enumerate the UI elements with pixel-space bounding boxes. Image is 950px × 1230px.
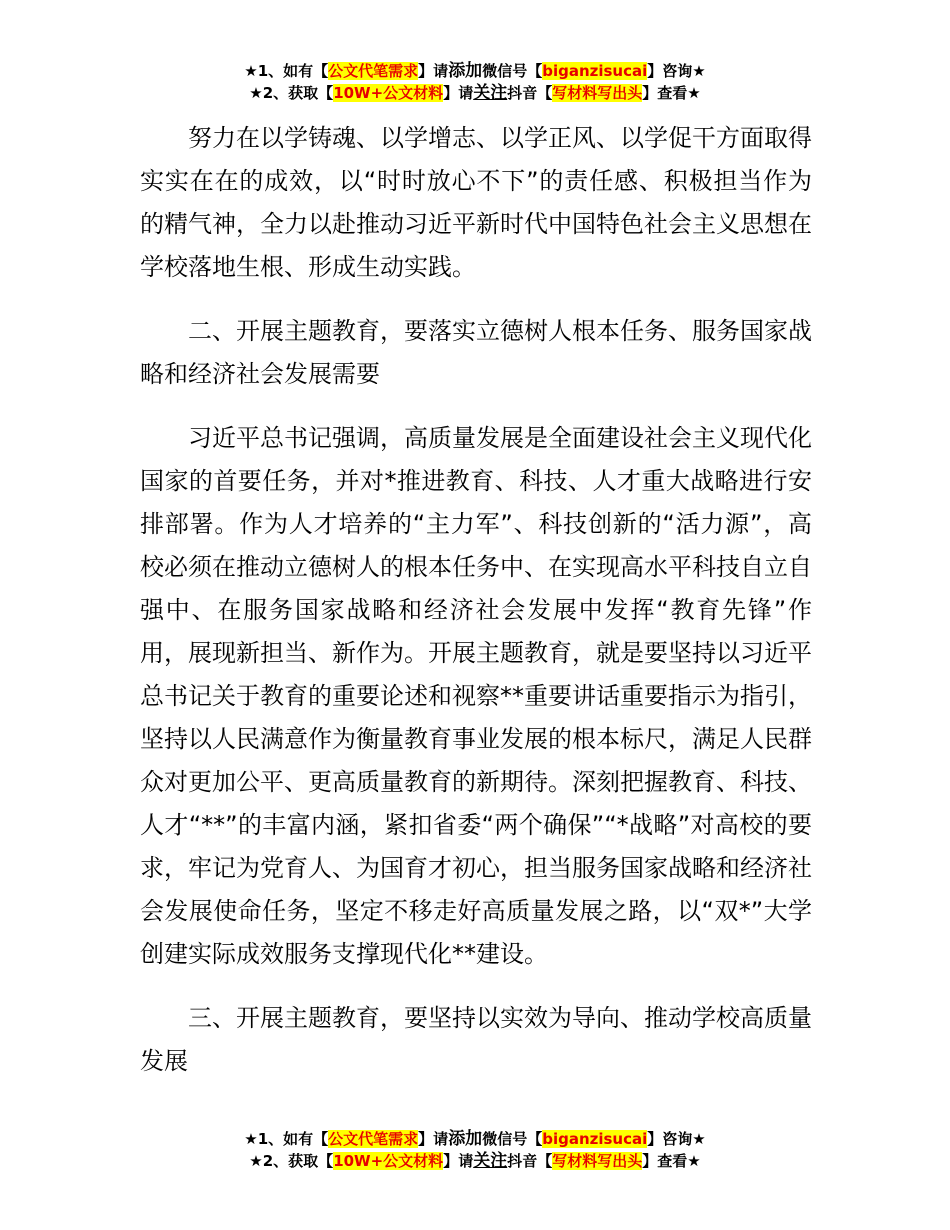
bottom-ad-line-1 [0, 1128, 950, 1150]
ad-text: 】查看★ [642, 84, 701, 102]
ad-emphasis: 添加 [448, 61, 483, 81]
ad-text: 微信号【 [482, 1130, 543, 1148]
ad-text: 抖音【 [507, 84, 553, 102]
ad-text: ★1、如有【 [244, 62, 329, 80]
ad-emphasis: 关注 [473, 1151, 508, 1171]
ad-emphasis: 添加 [448, 1129, 483, 1149]
ad-highlight: 10W+公文材料 [333, 1152, 444, 1170]
section-heading-3: 三、开展主题教育，要坚持以实效为导向、推动学校高质量发展 [140, 1004, 812, 1075]
document-body [140, 117, 812, 1083]
ad-highlight: 公文代笔需求 [328, 1130, 419, 1148]
ad-text: 】咨询★ [647, 1130, 706, 1148]
ad-emphasis: 关注 [473, 83, 508, 103]
section-heading-2: 二、开展主题教育，要落实立德树人根本任务、服务国家战略和经济社会发展需要 [140, 317, 812, 388]
ad-text: 】请 [418, 62, 449, 80]
bottom-ad-line-2 [0, 1150, 950, 1172]
ad-text: 】请 [443, 1152, 474, 1170]
body-paragraph: 习近平总书记强调，高质量发展是全面建设社会主义现代化国家的首要任务，并对*推进教育、科技、人才重大战略进行安排部署。作为人才培养的“主力军”、科技创新的“活力源”，高校必须在推动立德树人的根本任务中、在实现高水平科技自立自强中、在服务国家战略和经济社会发展中发挥“教育先锋”作用，展现新担当、新作为。开展主题教育，就是要坚持以习近平总书记关于教育的重要论述和视察**重要讲话重要指示为指引，坚持以人民满意作为衡量教育事业发展的根本标尺，满足人民群众对更加公平、更高质量教育的新期待。深刻把握教育、科技、人才“**”的丰富内涵，紧扣省委“两个确保”“*战略”对高校的要求，牢记为党育人、为国育才初心，担当服务国家战略和经济社会发展使命任务，坚定不移走好高质量发展之路，以“双*”大学创建实际成效服务支撑现代化**建设。 [140, 424, 812, 968]
ad-highlight: 公文代笔需求 [328, 62, 419, 80]
ad-text: ★1、如有【 [244, 1130, 329, 1148]
ad-highlight-wechat-id: biganzisucai [542, 62, 648, 80]
ad-highlight-douyin-id: 写材料写出头 [552, 1152, 643, 1170]
ad-highlight-wechat-id: biganzisucai [542, 1130, 648, 1148]
top-ad-line-2 [0, 82, 950, 104]
ad-text: 】请 [418, 1130, 449, 1148]
ad-text: ★2、获取【 [249, 1152, 334, 1170]
ad-text: ★2、获取【 [249, 84, 334, 102]
ad-text: 】请 [443, 84, 474, 102]
ad-text: 抖音【 [507, 1152, 553, 1170]
top-ad-line-1 [0, 60, 950, 82]
body-paragraph: 努力在以学铸魂、以学增志、以学正风、以学促干方面取得实实在在的成效，以“时时放心不下”的责任感、积极担当作为的精气神，全力以赴推动习近平新时代中国特色社会主义思想在学校落地生根、形成生动实践。 [140, 124, 812, 281]
ad-text: 微信号【 [482, 62, 543, 80]
ad-text: 】咨询★ [647, 62, 706, 80]
ad-text: 】查看★ [642, 1152, 701, 1170]
ad-highlight-douyin-id: 写材料写出头 [552, 84, 643, 102]
bottom-ad-banner [0, 1128, 950, 1172]
ad-highlight: 10W+公文材料 [333, 84, 444, 102]
top-ad-banner [0, 60, 950, 104]
